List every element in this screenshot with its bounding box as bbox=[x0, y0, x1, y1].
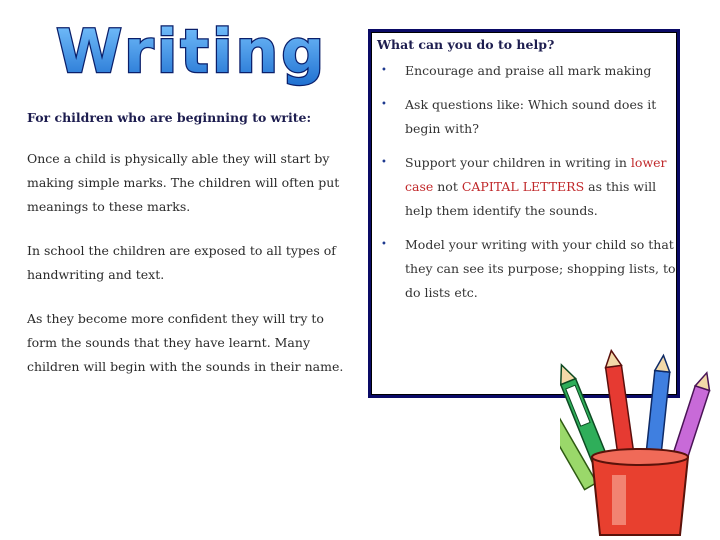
bullet-icon: • bbox=[381, 65, 387, 76]
help-list-item bbox=[378, 151, 678, 223]
help-item-text: Support your children in writing in bbox=[405, 155, 631, 170]
help-item-text: as this will help them identify the sounds. bbox=[405, 179, 657, 218]
help-item-text: Encourage and praise all mark making bbox=[405, 63, 652, 78]
writing-wordart bbox=[52, 10, 352, 90]
help-list-item bbox=[378, 233, 678, 305]
help-item-text: not bbox=[433, 179, 462, 194]
page-title bbox=[52, 10, 352, 90]
title-text: Writing bbox=[56, 17, 328, 87]
help-item-text: Ask questions like: Which sound does it begin with? bbox=[405, 97, 657, 136]
help-list bbox=[378, 59, 678, 315]
bullet-icon: • bbox=[381, 99, 387, 110]
pencil-cup-clipart bbox=[560, 345, 720, 540]
bullet-icon: • bbox=[381, 239, 387, 250]
cup-icon bbox=[592, 457, 688, 535]
intro-paragraph: Once a child is physically able they will start by making simple marks. The children will often put meanings to these marks. bbox=[27, 151, 340, 214]
intro-paragraph: As they become more confident they will try to form the sounds that they have learnt. Many children will begin with the sounds in their name. bbox=[27, 311, 344, 374]
lower-case-highlight: lower case bbox=[405, 155, 667, 194]
intro-paragraph: In school the children are exposed to all types of handwriting and text. bbox=[27, 243, 336, 282]
help-list-item bbox=[378, 59, 678, 83]
help-heading: What can you do to help? bbox=[377, 37, 555, 52]
intro-subtitle: For children who are beginning to write: bbox=[27, 110, 312, 125]
help-item-text: Model your writing with your child so that they can see its purpose; shopping lists, to do lists etc. bbox=[405, 237, 676, 300]
bullet-icon: • bbox=[381, 157, 387, 168]
help-list-item bbox=[378, 93, 678, 141]
intro-column bbox=[27, 110, 357, 399]
capital-letters-highlight: CAPITAL LETTERS bbox=[461, 179, 585, 194]
